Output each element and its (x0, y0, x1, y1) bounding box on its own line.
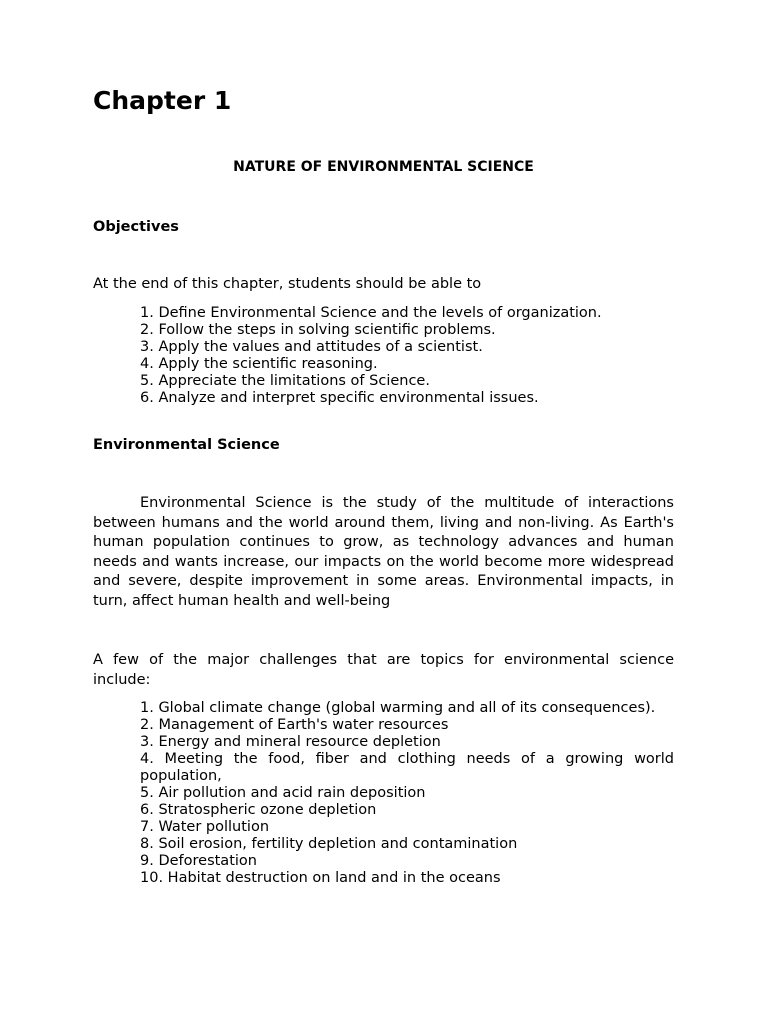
objective-item: 4. Apply the scientific reasoning. (140, 356, 378, 372)
challenge-item: 10. Habitat destruction on land and in the oceans (140, 870, 501, 886)
section-title: NATURE OF ENVIRONMENTAL SCIENCE (233, 159, 534, 175)
environmental-science-paragraph: Environmental Science is the study of the multitude of interactions between humans and the world around them, living and non-living. As Earth's human population continues to grow, as technology advances and human needs and wants increase, our impacts on the world become more widespread and severe, despite improvement in some areas. Environmental impacts, in turn, affect human health and well-being (93, 495, 674, 609)
challenge-item: 3. Energy and mineral resource depletion (140, 734, 441, 750)
objective-item: 3. Apply the values and attitudes of a scientist. (140, 339, 483, 355)
objectives-list (140, 305, 602, 407)
challenges-intro: A few of the major challenges that are topics for environmental science include: (93, 652, 674, 688)
challenge-item: 6. Stratospheric ozone depletion (140, 802, 377, 818)
chapter-title: Chapter 1 (93, 86, 232, 115)
challenge-item: 2. Management of Earth's water resources (140, 717, 449, 733)
challenges-list (140, 700, 674, 887)
challenge-item: 1. Global climate change (global warming and all of its consequences). (140, 700, 656, 716)
objective-item: 5. Appreciate the limitations of Science. (140, 373, 430, 389)
challenge-item: 8. Soil erosion, fertility depletion and contamination (140, 836, 518, 852)
objective-item: 1. Define Environmental Science and the levels of organization. (140, 305, 602, 321)
objectives-heading: Objectives (93, 219, 179, 235)
challenge-item: 7. Water pollution (140, 819, 270, 835)
challenge-item: 5. Air pollution and acid rain deposition (140, 785, 426, 801)
challenge-item: 4. Meeting the food, fiber and clothing needs of a growing world population, (140, 751, 674, 784)
challenge-item: 9. Deforestation (140, 853, 257, 869)
environmental-science-heading: Environmental Science (93, 437, 280, 453)
objectives-lead: At the end of this chapter, students should be able to (93, 276, 482, 292)
objective-item: 6. Analyze and interpret specific environmental issues. (140, 390, 539, 406)
objective-item: 2. Follow the steps in solving scientific problems. (140, 322, 496, 338)
